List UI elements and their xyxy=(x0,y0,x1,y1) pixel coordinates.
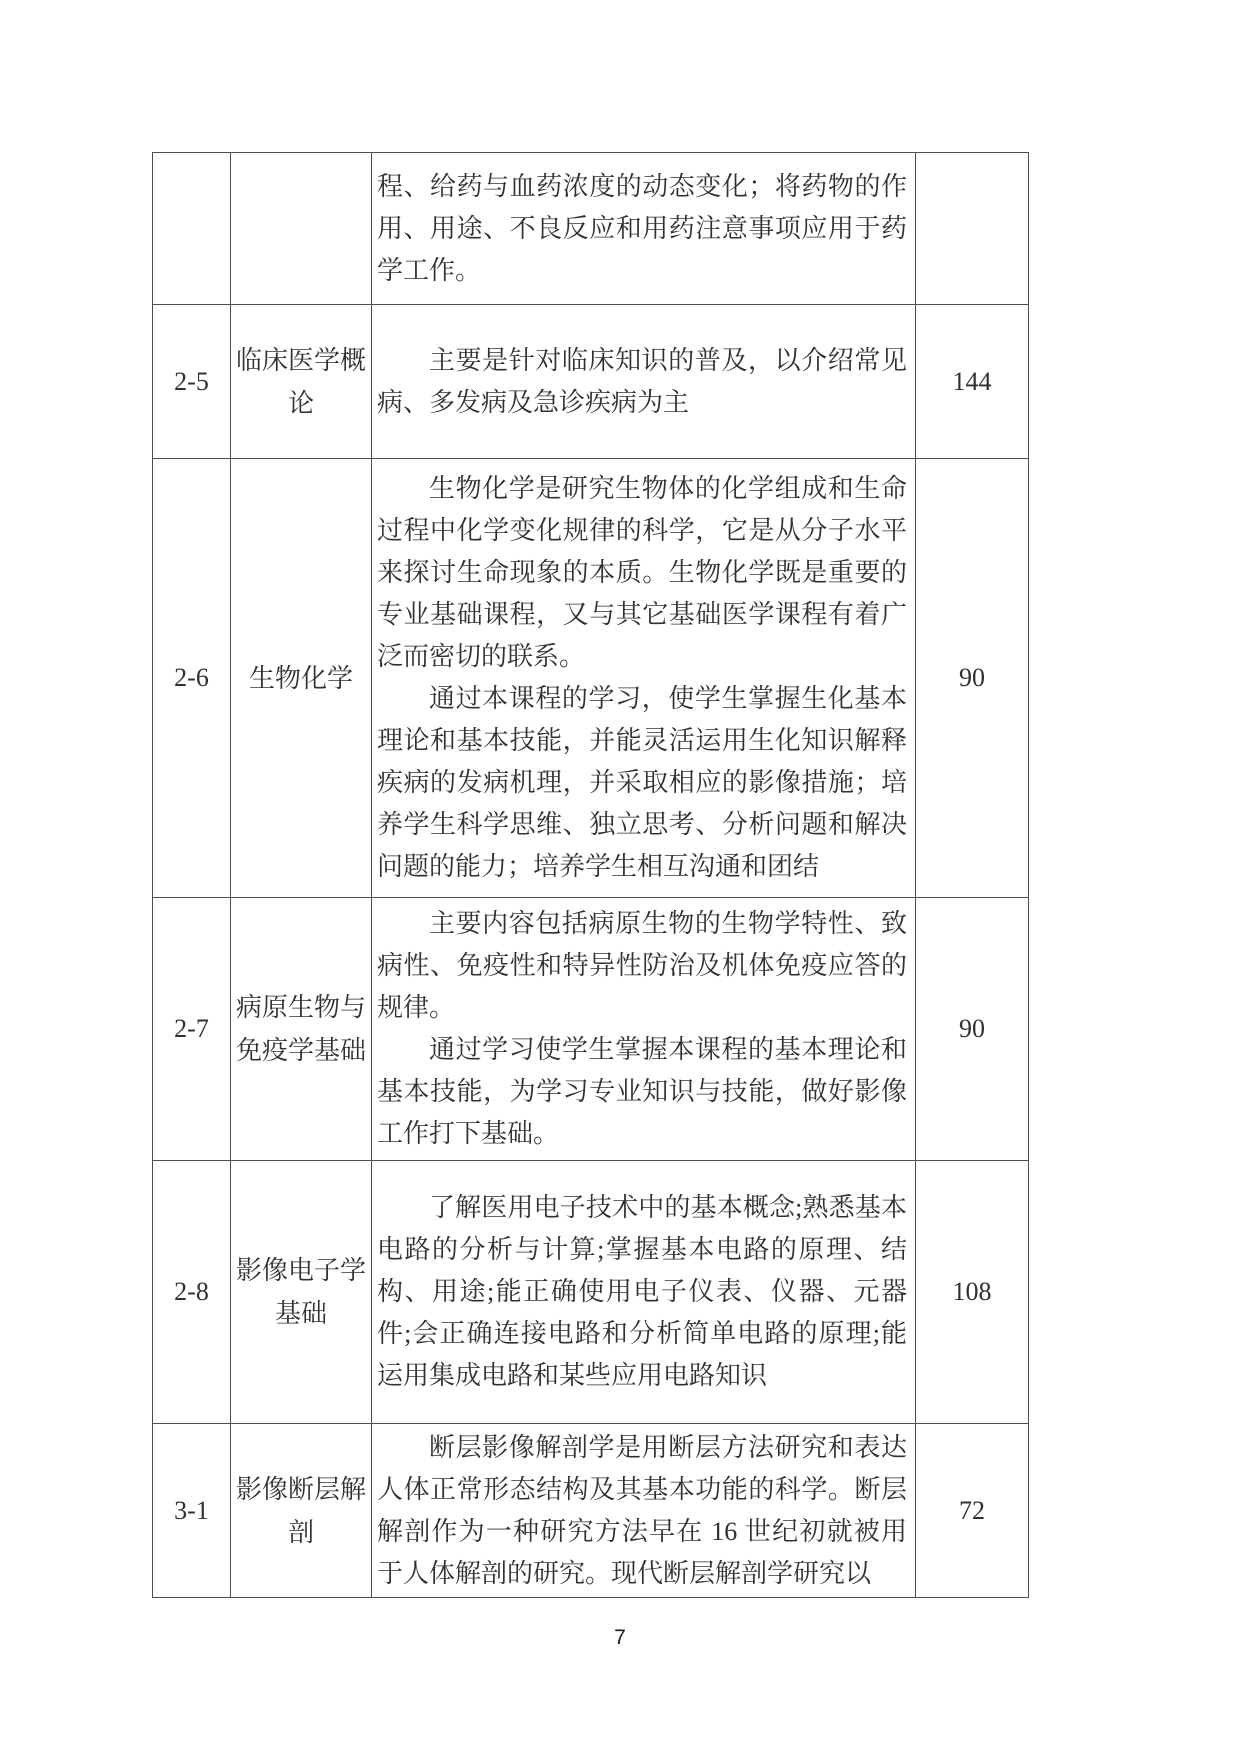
description-paragraph: 生物化学是研究生物体的化学组成和生命过程中化学变化规律的科学，它是从分子水平来探讨生命现象的本质。生物化学既是重要的专业基础课程，又与其它基础医学课程有着广泛而密切的联系。 xyxy=(377,474,907,671)
table-row xyxy=(153,153,1029,305)
table-row xyxy=(153,305,1029,459)
description-paragraph: 通过学习使学生掌握本课程的基本理论和基本技能，为学习专业知识与技能，做好影像工作打下基础。 xyxy=(377,1035,907,1148)
course-description-cell xyxy=(372,459,916,898)
table-row xyxy=(153,1424,1029,1598)
description-paragraph: 断层影像解剖学是用断层方法研究和表达人体正常形态结构及其基本功能的科学。断层解剖作为一种研究方法早在 16 世纪初就被用于人体解剖的研究。现代断层解剖学研究以 xyxy=(377,1432,907,1588)
course-table xyxy=(152,152,1029,1598)
course-description-cell xyxy=(372,1161,916,1424)
description-paragraph: 主要内容包括病原生物的生物学特性、致病性、免疫性和特异性防治及机体免疫应答的规律。 xyxy=(377,909,907,1022)
course-hours-cell: 90 xyxy=(916,459,1029,898)
page-number: 7 xyxy=(614,1626,626,1649)
table-row xyxy=(153,459,1029,898)
course-name-cell: 影像电子学基础 xyxy=(231,1161,372,1424)
table-row xyxy=(153,1161,1029,1424)
course-name-cell: 病原生物与免疫学基础 xyxy=(231,898,372,1161)
course-hours-cell: 90 xyxy=(916,898,1029,1161)
row-id-cell: 3-1 xyxy=(153,1424,231,1598)
course-name-cell xyxy=(231,153,372,305)
table-row xyxy=(153,898,1029,1161)
row-id-cell: 2-8 xyxy=(153,1161,231,1424)
course-description-cell xyxy=(372,153,916,305)
course-name-cell: 影像断层解剖 xyxy=(231,1424,372,1598)
course-description-cell xyxy=(372,305,916,459)
description-paragraph: 主要是针对临床知识的普及，以介绍常见病、多发病及急诊疾病为主 xyxy=(377,345,907,417)
description-paragraph: 程、给药与血药浓度的动态变化；将药物的作用、用途、不良反应和用药注意事项应用于药学工作。 xyxy=(377,171,907,285)
row-id-cell: 2-5 xyxy=(153,305,231,459)
course-hours-cell xyxy=(916,153,1029,305)
course-name-cell: 生物化学 xyxy=(231,459,372,898)
course-description-cell xyxy=(372,1424,916,1598)
row-id-cell: 2-6 xyxy=(153,459,231,898)
course-hours-cell: 108 xyxy=(916,1161,1029,1424)
description-paragraph: 了解医用电子技术中的基本概念;熟悉基本电路的分析与计算;掌握基本电路的原理、结构、用途;能正确使用电子仪表、仪器、元器件;会正确连接电路和分析简单电路的原理;能运用集成电路和某些应用电路知识 xyxy=(377,1193,907,1390)
description-paragraph: 通过本课程的学习，使学生掌握生化基本理论和基本技能，并能灵活运用生化知识解释疾病的发病机理，并采取相应的影像措施；培养学生科学思维、独立思考、分析问题和解决问题的能力；培养学生相互沟通和团结 xyxy=(377,684,907,881)
course-description-cell xyxy=(372,898,916,1161)
row-id-cell: 2-7 xyxy=(153,898,231,1161)
course-hours-cell: 144 xyxy=(916,305,1029,459)
course-hours-cell: 72 xyxy=(916,1424,1029,1598)
row-id-cell xyxy=(153,153,231,305)
course-name-cell: 临床医学概论 xyxy=(231,305,372,459)
